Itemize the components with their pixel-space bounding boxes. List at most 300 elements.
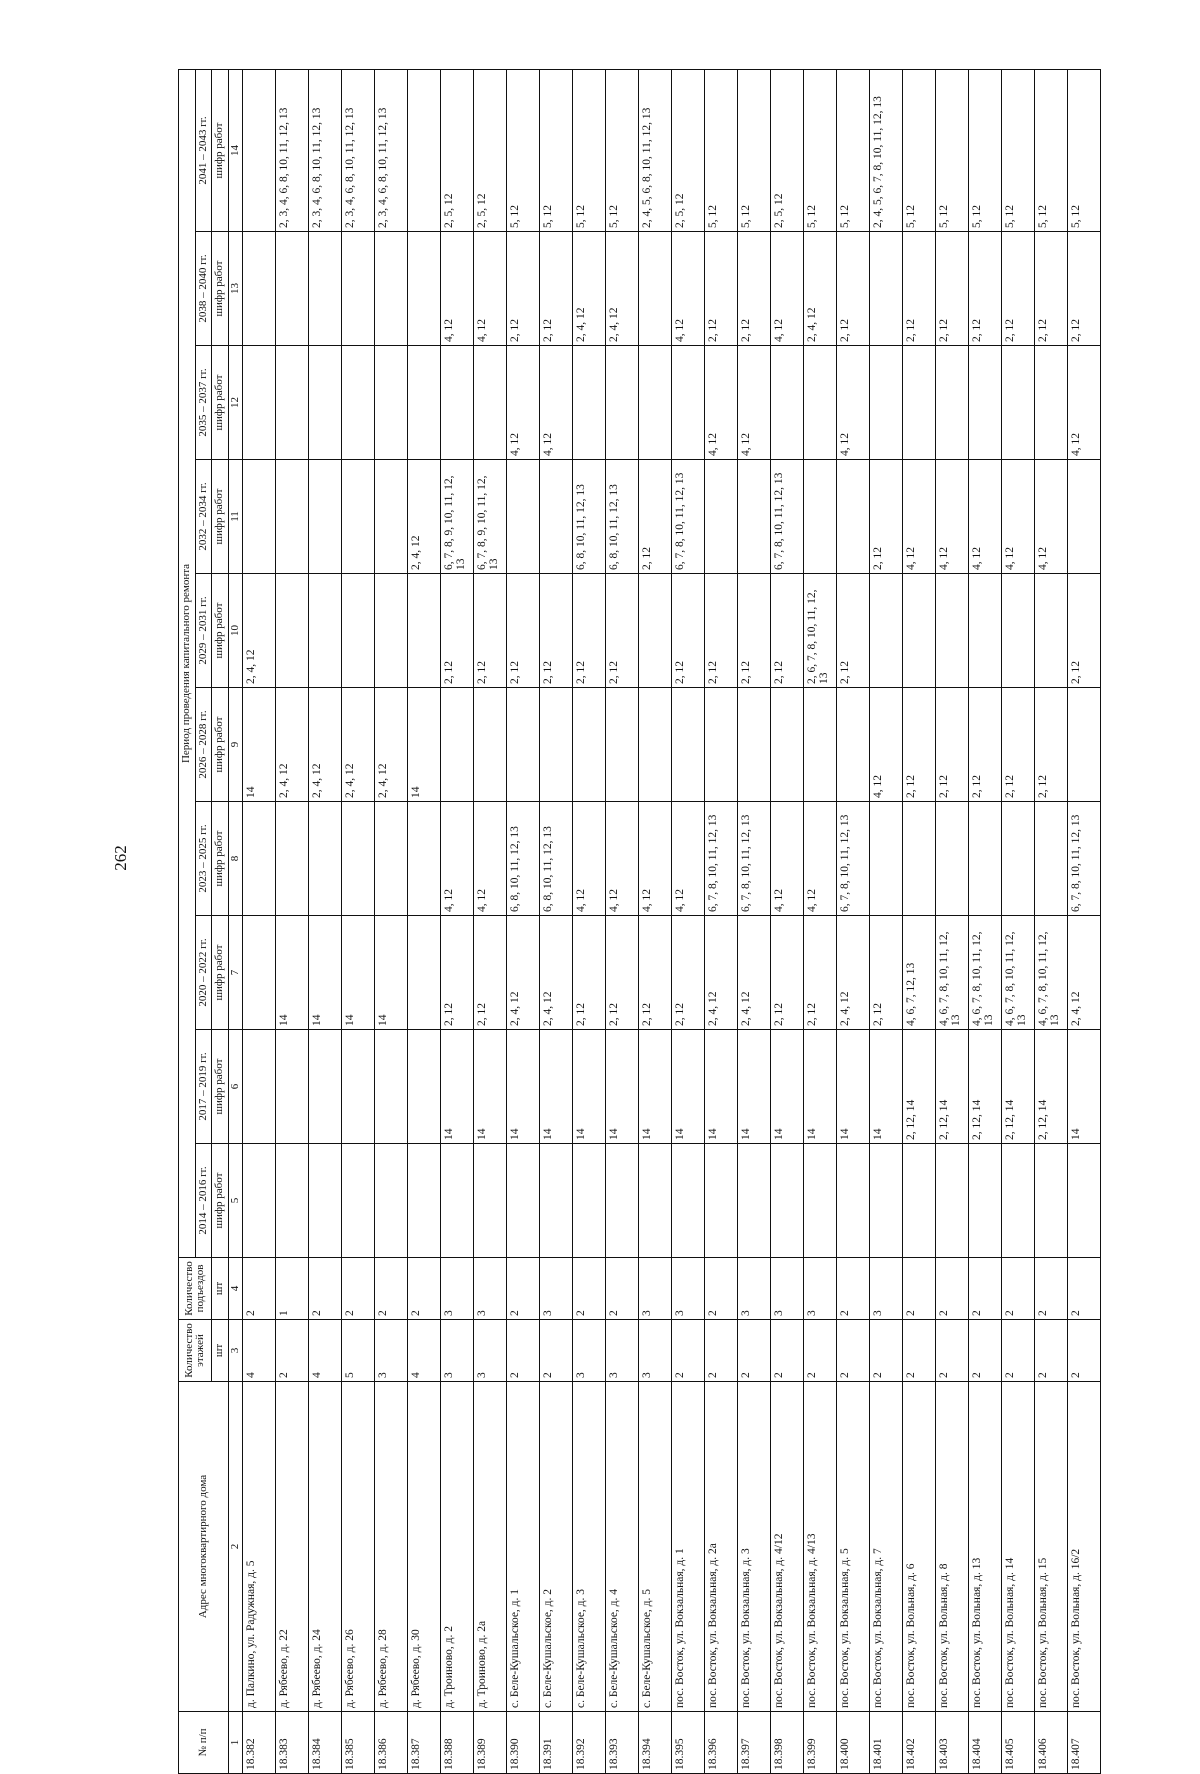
entrances-cell: 3 <box>804 1258 837 1320</box>
table-row <box>309 69 342 1773</box>
period-header: 2032 – 2034 гг. <box>195 460 212 574</box>
work-code-cell <box>474 1144 507 1258</box>
work-code-cell: 4, 6, 7, 12, 13 <box>903 916 936 1030</box>
work-code-cell <box>474 346 507 460</box>
work-code-cell <box>408 916 441 1030</box>
work-code-cell <box>573 688 606 802</box>
work-code-cell: 6, 7, 8, 10, 11, 12, 13 <box>1068 802 1101 916</box>
work-code-cell: 4, 12 <box>606 802 639 916</box>
work-code-cell <box>474 688 507 802</box>
work-code-cell: 5, 12 <box>606 69 639 231</box>
entrances-cell: 3 <box>771 1258 804 1320</box>
row-number: 18.405 <box>1002 1712 1035 1774</box>
work-code-cell: 2, 12 <box>540 232 573 346</box>
work-code-cell: 4, 12 <box>771 802 804 916</box>
entrances-cell: 2 <box>342 1258 375 1320</box>
work-code-cell <box>804 1144 837 1258</box>
row-number: 18.382 <box>243 1712 276 1774</box>
entrances-cell: 2 <box>705 1258 738 1320</box>
work-code-cell: 6, 7, 8, 9, 10, 11, 12, 13 <box>441 460 474 574</box>
table-row <box>408 69 441 1773</box>
entrances-cell: 2 <box>903 1258 936 1320</box>
work-code-cell <box>738 460 771 574</box>
work-code-cell: 2, 12 <box>1035 688 1068 802</box>
address-cell: с. Беле-Кушальское, д. 4 <box>606 1382 639 1712</box>
row-number: 18.394 <box>639 1712 672 1774</box>
table-body <box>243 69 1101 1773</box>
work-code-cell: 2, 12 <box>672 574 705 688</box>
work-code-cell: 2, 12 <box>573 916 606 1030</box>
work-code-cell: 2, 12 <box>474 916 507 1030</box>
work-code-cell <box>408 69 441 231</box>
work-code-cell <box>870 1144 903 1258</box>
row-number: 18.396 <box>705 1712 738 1774</box>
floors-cell: 2 <box>738 1320 771 1382</box>
entrances-cell: 3 <box>441 1258 474 1320</box>
address-cell: д. Палкино, ул. Радужная, д. 5 <box>243 1382 276 1712</box>
work-code-cell <box>1002 802 1035 916</box>
floors-cell: 3 <box>441 1320 474 1382</box>
work-code-cell: 4, 12 <box>1068 346 1101 460</box>
col-header-floors: Количество этажей <box>179 1320 212 1382</box>
work-code-cell: 2, 12, 14 <box>969 1030 1002 1144</box>
work-code-cell: 14 <box>342 916 375 1030</box>
work-code-cell: 14 <box>804 1030 837 1144</box>
row-number: 18.393 <box>606 1712 639 1774</box>
address-cell: д. Рябеево, д. 24 <box>309 1382 342 1712</box>
work-code-cell: 6, 8, 10, 11, 12, 13 <box>540 802 573 916</box>
floors-cell: 2 <box>903 1320 936 1382</box>
work-code-cell: 4, 12 <box>507 346 540 460</box>
work-code-cell <box>342 460 375 574</box>
work-code-cell: 2, 12 <box>837 574 870 688</box>
column-number: 11 <box>228 460 243 574</box>
work-code-cell: 2, 12, 14 <box>903 1030 936 1144</box>
work-code-cell: 4, 12 <box>474 232 507 346</box>
work-code-cell <box>870 802 903 916</box>
floors-cell: 2 <box>672 1320 705 1382</box>
col-header-no: № п/п <box>179 1712 229 1774</box>
work-code-cell: 2, 4, 12 <box>375 688 408 802</box>
work-code-cell: 2, 5, 12 <box>441 69 474 231</box>
floors-cell: 2 <box>507 1320 540 1382</box>
floors-cell: 2 <box>1035 1320 1068 1382</box>
work-code-cell: 2, 12 <box>969 232 1002 346</box>
address-cell: пос. Восток, ул. Вокзальная, д. 4/13 <box>804 1382 837 1712</box>
work-code-cell: 5, 12 <box>705 69 738 231</box>
work-code-cell <box>903 574 936 688</box>
work-code-cell <box>837 688 870 802</box>
entrances-cell: 3 <box>540 1258 573 1320</box>
work-code-cell: 2, 4, 12 <box>705 916 738 1030</box>
period-header: 2038 – 2040 гг. <box>195 232 212 346</box>
table-row <box>573 69 606 1773</box>
work-code-cell <box>837 460 870 574</box>
work-code-cell: 4, 12 <box>441 802 474 916</box>
work-code-cell <box>936 346 969 460</box>
code-header: шифр работ <box>212 346 229 460</box>
work-code-cell <box>672 1144 705 1258</box>
code-header: шифр работ <box>212 460 229 574</box>
work-code-cell <box>903 346 936 460</box>
work-code-cell: 5, 12 <box>969 69 1002 231</box>
work-code-cell: 5, 12 <box>837 69 870 231</box>
column-number: 4 <box>228 1258 243 1320</box>
work-code-cell <box>441 1144 474 1258</box>
period-header: 2035 – 2037 гг. <box>195 346 212 460</box>
table-row <box>540 69 573 1773</box>
code-header: шифр работ <box>212 69 229 231</box>
row-number: 18.387 <box>408 1712 441 1774</box>
work-code-cell <box>639 688 672 802</box>
entrances-cell: 2 <box>606 1258 639 1320</box>
work-code-cell: 6, 8, 10, 11, 12, 13 <box>573 460 606 574</box>
work-code-cell: 5, 12 <box>507 69 540 231</box>
work-code-cell: 4, 12 <box>1035 460 1068 574</box>
work-code-cell <box>243 232 276 346</box>
work-code-cell <box>375 1030 408 1144</box>
address-cell: д. Троиново, д. 2а <box>474 1382 507 1712</box>
entrances-cell: 2 <box>408 1258 441 1320</box>
work-code-cell: 4, 12 <box>1002 460 1035 574</box>
code-header: шифр работ <box>212 1144 229 1258</box>
row-number: 18.401 <box>870 1712 903 1774</box>
work-code-cell: 14 <box>441 1030 474 1144</box>
address-cell: пос. Восток, ул. Вольная, д. 14 <box>1002 1382 1035 1712</box>
work-code-cell <box>540 1144 573 1258</box>
work-code-cell: 2, 12 <box>870 916 903 1030</box>
floors-cell: 4 <box>243 1320 276 1382</box>
address-cell: д. Троиново, д. 2 <box>441 1382 474 1712</box>
work-code-cell: 4, 12 <box>573 802 606 916</box>
work-code-cell: 5, 12 <box>804 69 837 231</box>
row-number: 18.389 <box>474 1712 507 1774</box>
entrances-cell: 2 <box>969 1258 1002 1320</box>
work-code-cell <box>243 346 276 460</box>
work-code-cell: 2, 5, 12 <box>474 69 507 231</box>
work-code-cell: 2, 12 <box>639 916 672 1030</box>
work-code-cell: 6, 7, 8, 10, 11, 12, 13 <box>672 460 705 574</box>
work-code-cell: 2, 4, 12 <box>507 916 540 1030</box>
entrances-cell: 1 <box>276 1258 309 1320</box>
work-code-cell: 2, 4, 12 <box>342 688 375 802</box>
work-code-cell: 4, 12 <box>474 802 507 916</box>
col-header-period: Период проведения капитального ремонта <box>179 69 196 1257</box>
work-code-cell <box>1035 802 1068 916</box>
work-code-cell: 4, 6, 7, 8, 10, 11, 12, 13 <box>969 916 1002 1030</box>
floors-cell: 2 <box>870 1320 903 1382</box>
work-code-cell <box>507 688 540 802</box>
floors-cell: 5 <box>342 1320 375 1382</box>
table-row <box>441 69 474 1773</box>
work-code-cell <box>903 1144 936 1258</box>
work-code-cell <box>936 574 969 688</box>
address-cell: пос. Восток, ул. Вокзальная, д. 1 <box>672 1382 705 1712</box>
work-code-cell: 2, 3, 4, 6, 8, 10, 11, 12, 13 <box>342 69 375 231</box>
work-code-cell <box>309 802 342 916</box>
work-code-cell: 2, 12 <box>507 232 540 346</box>
work-code-cell: 4, 12 <box>672 232 705 346</box>
work-code-cell <box>705 1144 738 1258</box>
work-code-cell: 2, 4, 12 <box>606 232 639 346</box>
address-cell: д. Рябеево, д. 30 <box>408 1382 441 1712</box>
work-code-cell <box>441 688 474 802</box>
work-code-cell: 2, 12 <box>1002 688 1035 802</box>
work-code-cell <box>771 688 804 802</box>
work-code-cell: 4, 6, 7, 8, 10, 11, 12, 13 <box>936 916 969 1030</box>
work-code-cell: 2, 3, 4, 6, 8, 10, 11, 12, 13 <box>375 69 408 231</box>
work-code-cell <box>672 688 705 802</box>
table-row <box>969 69 1002 1773</box>
work-code-cell: 4, 12 <box>672 802 705 916</box>
work-code-cell <box>276 1144 309 1258</box>
work-code-cell: 2, 3, 4, 6, 8, 10, 11, 12, 13 <box>309 69 342 231</box>
code-header: шифр работ <box>212 232 229 346</box>
work-code-cell <box>1002 574 1035 688</box>
work-code-cell <box>870 574 903 688</box>
work-code-cell <box>408 346 441 460</box>
col-header-address: Адрес многоквартирного дома <box>179 1382 229 1712</box>
work-code-cell <box>1035 346 1068 460</box>
entrances-cell: 3 <box>738 1258 771 1320</box>
table-row <box>870 69 903 1773</box>
work-code-cell: 2, 4, 12 <box>408 460 441 574</box>
table-row <box>804 69 837 1773</box>
work-code-cell <box>936 1144 969 1258</box>
work-code-cell <box>507 1144 540 1258</box>
work-code-cell: 2, 12 <box>606 574 639 688</box>
work-code-cell <box>375 232 408 346</box>
work-code-cell <box>969 346 1002 460</box>
table-row <box>507 69 540 1773</box>
column-number: 5 <box>228 1144 243 1258</box>
work-code-cell: 5, 12 <box>573 69 606 231</box>
work-code-cell: 2, 4, 12 <box>804 232 837 346</box>
work-code-cell: 14 <box>672 1030 705 1144</box>
address-cell: пос. Восток, ул. Вокзальная, д. 4/12 <box>771 1382 804 1712</box>
row-number: 18.392 <box>573 1712 606 1774</box>
work-code-cell <box>276 1030 309 1144</box>
floors-cell: 2 <box>969 1320 1002 1382</box>
work-code-cell <box>375 1144 408 1258</box>
work-code-cell <box>639 346 672 460</box>
work-code-cell: 2, 12 <box>903 232 936 346</box>
work-code-cell: 6, 7, 8, 9, 10, 11, 12, 13 <box>474 460 507 574</box>
work-code-cell: 2, 12 <box>639 460 672 574</box>
work-code-cell <box>309 574 342 688</box>
work-code-cell <box>342 232 375 346</box>
work-code-cell <box>936 802 969 916</box>
work-code-cell <box>639 1144 672 1258</box>
work-code-cell <box>771 1144 804 1258</box>
work-code-cell: 2, 12, 14 <box>1002 1030 1035 1144</box>
work-code-cell: 14 <box>837 1030 870 1144</box>
work-code-cell: 4, 12 <box>705 346 738 460</box>
work-code-cell: 2, 12 <box>1068 232 1101 346</box>
work-code-cell: 14 <box>243 688 276 802</box>
work-code-cell <box>804 460 837 574</box>
address-cell: пос. Восток, ул. Вольная, д. 8 <box>936 1382 969 1712</box>
entrances-cell: 2 <box>837 1258 870 1320</box>
work-code-cell <box>738 1144 771 1258</box>
entrances-cell: 2 <box>1035 1258 1068 1320</box>
work-code-cell <box>606 688 639 802</box>
column-number: 10 <box>228 574 243 688</box>
work-code-cell <box>507 460 540 574</box>
work-code-cell <box>1035 574 1068 688</box>
work-code-cell: 14 <box>276 916 309 1030</box>
code-header: шифр работ <box>212 1030 229 1144</box>
row-number: 18.399 <box>804 1712 837 1774</box>
period-header: 2017 – 2019 гг. <box>195 1030 212 1144</box>
period-header: 2041 – 2043 гг. <box>195 69 212 231</box>
work-code-cell <box>771 346 804 460</box>
entrances-cell: 2 <box>936 1258 969 1320</box>
work-code-cell <box>441 346 474 460</box>
work-code-cell: 4, 12 <box>441 232 474 346</box>
work-code-cell: 2, 12 <box>507 574 540 688</box>
work-code-cell <box>243 460 276 574</box>
work-code-cell: 5, 12 <box>1068 69 1101 231</box>
work-code-cell <box>309 232 342 346</box>
work-code-cell: 2, 12 <box>738 574 771 688</box>
floors-cell: 2 <box>771 1320 804 1382</box>
col-header-entrances: Количество подъездов <box>179 1258 212 1320</box>
address-cell: с. Беле-Кушальское, д. 1 <box>507 1382 540 1712</box>
work-code-cell: 2, 12 <box>705 574 738 688</box>
work-code-cell: 2, 12 <box>474 574 507 688</box>
work-code-cell: 2, 12 <box>936 688 969 802</box>
row-number: 18.407 <box>1068 1712 1101 1774</box>
work-code-cell: 2, 12 <box>540 574 573 688</box>
work-code-cell <box>375 460 408 574</box>
period-header: 2020 – 2022 гг. <box>195 916 212 1030</box>
column-number: 9 <box>228 688 243 802</box>
work-code-cell: 2, 12, 14 <box>1035 1030 1068 1144</box>
work-code-cell <box>243 916 276 1030</box>
work-code-cell <box>705 460 738 574</box>
work-code-cell: 4, 12 <box>639 802 672 916</box>
row-number: 18.397 <box>738 1712 771 1774</box>
work-code-cell <box>276 460 309 574</box>
work-code-cell <box>408 574 441 688</box>
address-cell: пос. Восток, ул. Вольная, д. 16/2 <box>1068 1382 1101 1712</box>
work-code-cell <box>639 232 672 346</box>
page-number: 262 <box>110 845 130 871</box>
address-cell: д. Рябеево, д. 26 <box>342 1382 375 1712</box>
work-code-cell: 2, 12 <box>573 574 606 688</box>
work-code-cell: 2, 12 <box>441 916 474 1030</box>
row-number: 18.385 <box>342 1712 375 1774</box>
work-code-cell: 4, 6, 7, 8, 10, 11, 12, 13 <box>1002 916 1035 1030</box>
row-number: 18.388 <box>441 1712 474 1774</box>
work-code-cell: 6, 7, 8, 10, 11, 12, 13 <box>837 802 870 916</box>
work-code-cell <box>705 688 738 802</box>
work-code-cell: 2, 4, 5, 6, 8, 10, 11, 12, 13 <box>639 69 672 231</box>
address-cell: пос. Восток, ул. Вокзальная, д. 5 <box>837 1382 870 1712</box>
work-code-cell <box>342 802 375 916</box>
work-code-cell: 14 <box>309 916 342 1030</box>
work-code-cell: 2, 12 <box>837 232 870 346</box>
work-code-cell <box>573 346 606 460</box>
table-row <box>1002 69 1035 1773</box>
work-code-cell <box>342 574 375 688</box>
work-code-cell <box>969 574 1002 688</box>
column-number: 2 <box>228 1382 243 1712</box>
code-header: шифр работ <box>212 802 229 916</box>
work-code-cell: 2, 12 <box>936 232 969 346</box>
work-code-cell <box>408 232 441 346</box>
work-code-cell <box>606 1144 639 1258</box>
table-row <box>276 69 309 1773</box>
period-header: 2023 – 2025 гг. <box>195 802 212 916</box>
work-code-cell: 4, 12 <box>738 346 771 460</box>
work-code-cell <box>903 802 936 916</box>
work-code-cell: 2, 12 <box>771 916 804 1030</box>
work-code-cell: 14 <box>573 1030 606 1144</box>
work-code-cell: 5, 12 <box>1035 69 1068 231</box>
entrances-cell: 3 <box>474 1258 507 1320</box>
entrances-cell: 3 <box>870 1258 903 1320</box>
table-row <box>342 69 375 1773</box>
work-code-cell: 2, 3, 4, 6, 8, 10, 11, 12, 13 <box>276 69 309 231</box>
column-number: 7 <box>228 916 243 1030</box>
work-code-cell <box>1035 1144 1068 1258</box>
entrances-cell: 2 <box>375 1258 408 1320</box>
address-cell: пос. Восток, ул. Вольная, д. 6 <box>903 1382 936 1712</box>
work-code-cell: 2, 4, 12 <box>573 232 606 346</box>
entrances-cell: 2 <box>243 1258 276 1320</box>
code-header: шифр работ <box>212 574 229 688</box>
entrances-cell: 2 <box>1068 1258 1101 1320</box>
work-code-cell <box>969 1144 1002 1258</box>
row-number: 18.386 <box>375 1712 408 1774</box>
floors-cell: 2 <box>1068 1320 1101 1382</box>
work-code-cell <box>1002 1144 1035 1258</box>
code-header: шифр работ <box>212 916 229 1030</box>
table-row <box>474 69 507 1773</box>
work-code-cell: 6, 7, 8, 10, 11, 12, 13 <box>738 802 771 916</box>
work-code-cell: 2, 4, 12 <box>540 916 573 1030</box>
work-code-cell: 14 <box>408 688 441 802</box>
work-code-cell <box>672 346 705 460</box>
work-code-cell <box>375 574 408 688</box>
work-code-cell: 6, 7, 8, 10, 11, 12, 13 <box>771 460 804 574</box>
entrances-cell: 2 <box>573 1258 606 1320</box>
address-cell: пос. Восток, ул. Вокзальная, д. 7 <box>870 1382 903 1712</box>
work-code-cell: 14 <box>540 1030 573 1144</box>
entrances-cell: 2 <box>309 1258 342 1320</box>
work-code-cell <box>804 346 837 460</box>
floors-cell: 2 <box>837 1320 870 1382</box>
work-code-cell: 14 <box>639 1030 672 1144</box>
work-code-cell: 5, 12 <box>540 69 573 231</box>
work-code-cell <box>837 1144 870 1258</box>
work-code-cell <box>1068 688 1101 802</box>
entrances-cell: 3 <box>672 1258 705 1320</box>
work-code-cell: 14 <box>375 916 408 1030</box>
entrances-cell: 2 <box>1002 1258 1035 1320</box>
work-code-cell: 5, 12 <box>903 69 936 231</box>
work-code-cell: 2, 12 <box>903 688 936 802</box>
column-number: 1 <box>228 1712 243 1774</box>
work-code-cell: 14 <box>705 1030 738 1144</box>
work-code-cell <box>309 460 342 574</box>
work-code-cell <box>606 346 639 460</box>
table-row <box>1035 69 1068 1773</box>
work-code-cell: 2, 12 <box>1068 574 1101 688</box>
work-code-cell: 14 <box>474 1030 507 1144</box>
